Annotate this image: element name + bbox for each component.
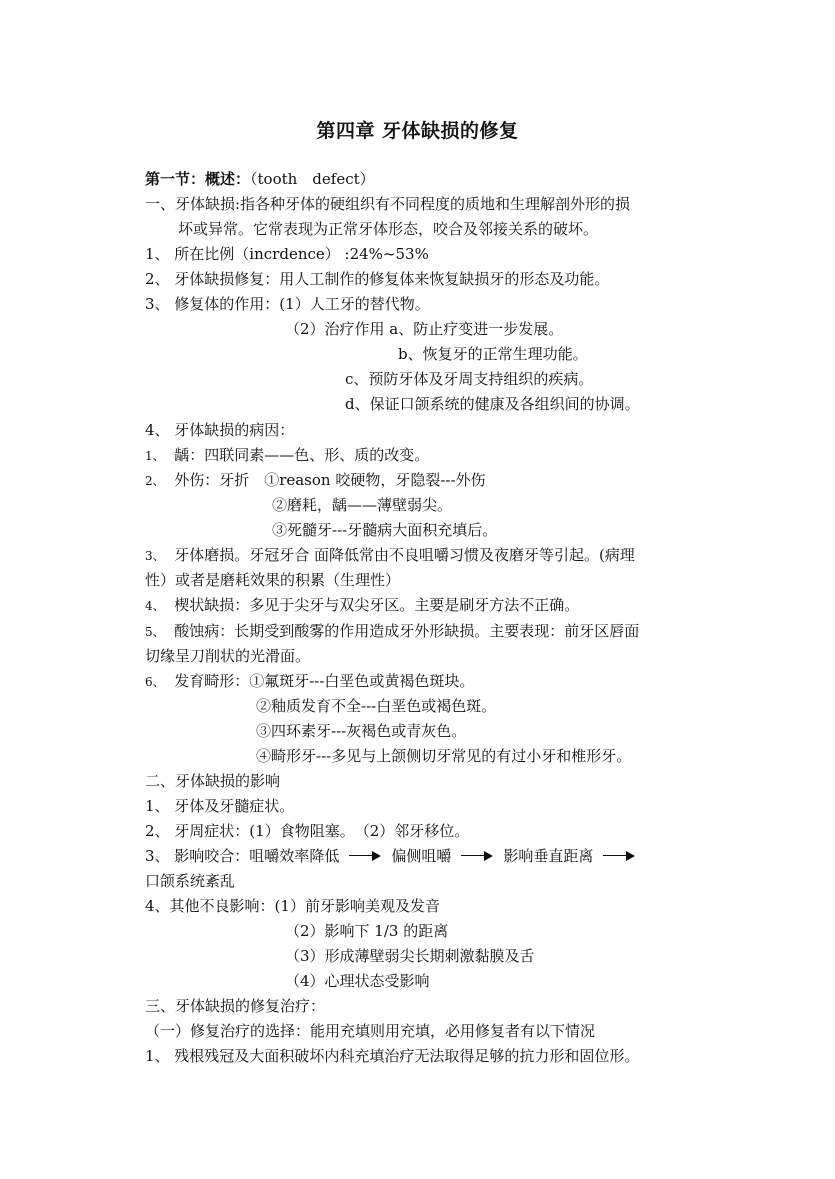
cause-6-number: 6、 (145, 675, 165, 689)
impact-4-item-4: （4）心理状态受影响 (285, 972, 430, 990)
definition-line-1: 一、牙体缺损:指各种牙体的硬组织有不同程度的质地和生理解剖外形的损 (145, 195, 631, 213)
arrow-right-icon (461, 846, 493, 866)
point-3: 3、 修复体的作用：(1）人工牙的替代物。 (145, 295, 430, 313)
cause-3-number: 3、 (145, 549, 165, 563)
cause-6-item-d: ④畸形牙---多见与上颌侧切牙常见的有过小牙和椎形牙。 (256, 747, 632, 765)
cause-6-item-c: ③四环素牙---灰褐色或青灰色。 (256, 722, 467, 740)
cause-3 (145, 545, 635, 566)
cause-2-item-b: ②磨耗，龋——薄壁弱尖。 (272, 496, 453, 514)
point-4: 4、 牙体缺损的病因： (145, 421, 295, 439)
cause-5-number: 5、 (145, 625, 165, 639)
cause-3-continued: 性）或者是磨耗效果的积累（生理性） (145, 571, 401, 589)
impact-4-item-2: （2）影响下 1/3 的距离 (285, 922, 449, 940)
cause-3-text: 牙体磨损。牙冠牙合 面降低常由不良咀嚼习惯及夜磨牙等引起。(病理 (174, 546, 635, 564)
treatment-choice: （一）修复治疗的选择：能用充填则用充填，必用修复者有以下情况 (145, 1022, 596, 1040)
section-2-heading: 二、牙体缺损的影响 (145, 772, 281, 790)
chapter-title: 第四章 牙体缺损的修复 (316, 120, 519, 142)
impact-3-part-c: 影响垂直距离 (503, 847, 594, 865)
cause-1 (145, 445, 429, 466)
impact-4-item-3: （3）形成薄壁弱尖长期刺激黏膜及舌 (285, 947, 535, 965)
section-3-heading: 三、牙体缺损的修复治疗： (145, 997, 326, 1015)
impact-3-part-b: 偏侧咀嚼 (391, 847, 452, 865)
definition-line-2: 坏或异常。它常表现为正常牙体形态，咬合及邻接关系的破坏。 (178, 220, 599, 238)
treatment-case-1: 1、 残根残冠及大面积破坏内科充填治疗无法取得足够的抗力形和固位形。 (145, 1047, 640, 1065)
impact-4: 4、其他不良影响：(1）前牙影响美观及发音 (145, 897, 440, 915)
cause-5-continued: 切缘呈刀削状的光滑面。 (145, 647, 311, 665)
section-1-heading-en: （tooth defect） (250, 170, 375, 188)
cause-4 (145, 595, 579, 616)
cause-5-text: 酸蚀病：长期受到酸雾的作用造成牙外形缺损。主要表现：前牙区唇面 (174, 622, 640, 640)
section-1-heading-zh: 第一节：概述： (145, 170, 251, 188)
cause-4-number: 4、 (145, 599, 165, 613)
cause-6-text: 发育畸形：①氟斑牙---白垩色或黄褐色斑块。 (174, 672, 475, 690)
cause-4-text: 楔状缺损：多见于尖牙与双尖牙区。主要是刷牙方法不正确。 (174, 596, 580, 614)
section-1-heading (145, 169, 375, 189)
cause-5 (145, 621, 639, 642)
arrow-right-icon (349, 846, 381, 866)
cause-6-item-b: ②釉质发育不全---白垩色或褐色斑。 (256, 697, 497, 715)
cause-2-number: 2、 (145, 474, 165, 488)
point-1: 1、 所在比例（incrdence） :24%~53% (145, 245, 429, 263)
point-2: 2、 牙体缺损修复：用人工制作的修复体来恢复缺损牙的形态及功能。 (145, 270, 610, 288)
impact-2: 2、 牙周症状：(1）食物阻塞。 （2）邻牙移位。 (145, 822, 470, 840)
impact-3 (145, 846, 645, 866)
point-3-role-b: b、恢复牙的正常生理功能。 (398, 345, 588, 363)
cause-2-text: 外伤：牙折 ①reason 咬硬物，牙隐裂---外伤 (174, 471, 486, 489)
cause-6 (145, 671, 474, 692)
point-3-role-d: d、保证口颌系统的健康及各组织间的协调。 (345, 395, 640, 413)
cause-2 (145, 470, 486, 491)
point-3-role-2: （2）治疗作用 a、防止疗变进一步发展。 (285, 320, 564, 338)
impact-3-part-a: 3、 影响咬合：咀嚼效率降低 (145, 847, 340, 865)
point-3-role-c: c、预防牙体及牙周支持组织的疾病。 (345, 370, 594, 388)
cause-1-text: 龋：四联同素——色、形、质的改变。 (174, 446, 430, 464)
cause-1-number: 1、 (145, 449, 165, 463)
impact-1: 1、 牙体及牙髓症状。 (145, 797, 295, 815)
impact-3-continued: 口颌系统紊乱 (145, 872, 236, 890)
arrow-right-icon (603, 846, 635, 866)
cause-2-item-c: ③死髓牙---牙髓病大面积充填后。 (272, 521, 498, 539)
